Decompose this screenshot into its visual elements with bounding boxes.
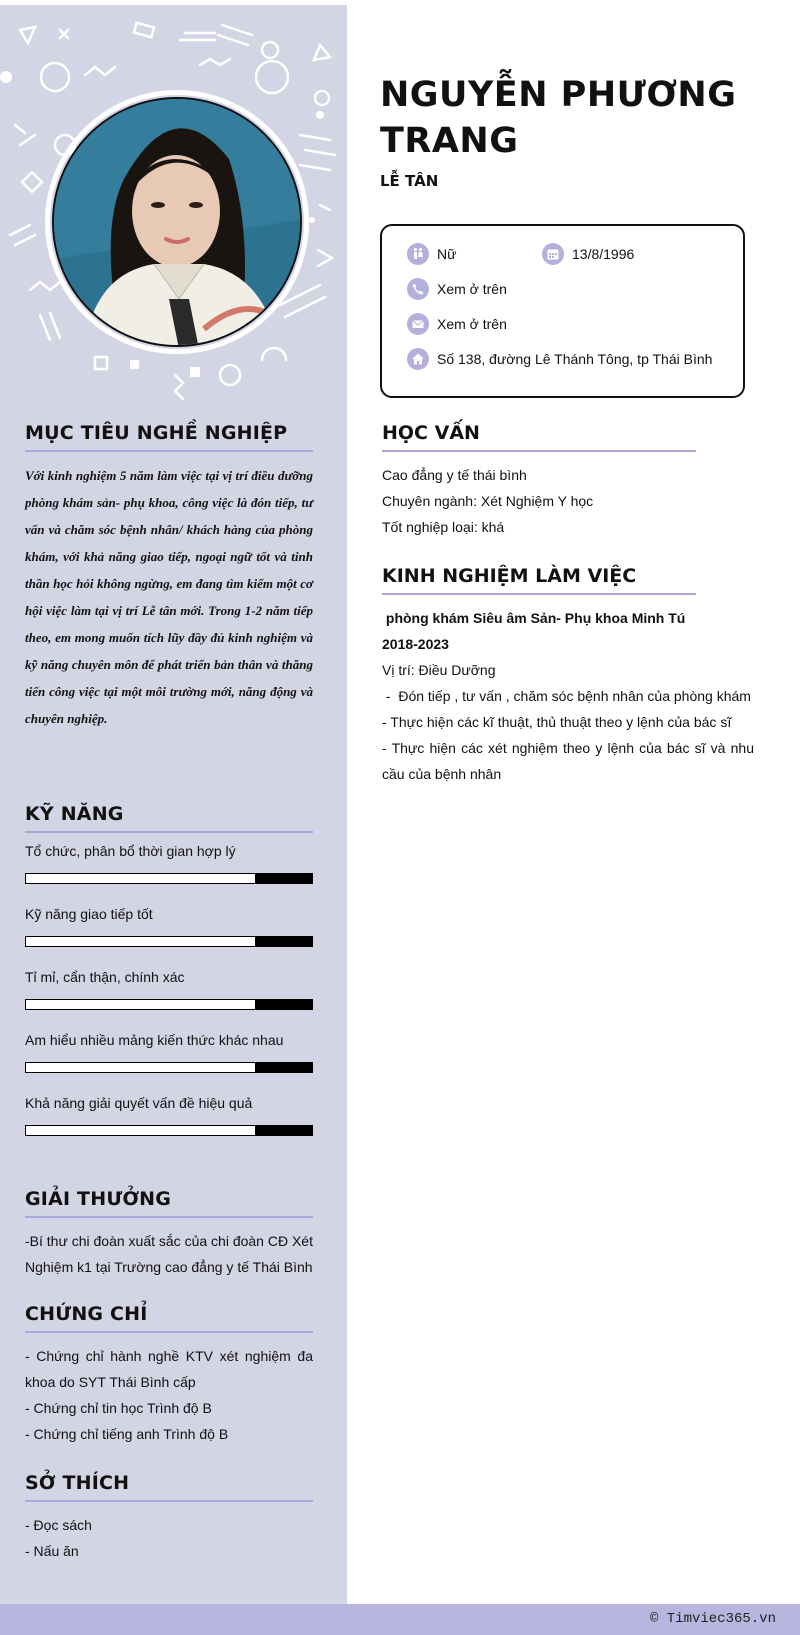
- email-icon: [407, 313, 429, 335]
- awards-title: GIẢI THƯỞNG: [25, 1188, 313, 1218]
- hobby-item: - Nấu ăn: [25, 1543, 79, 1559]
- certificate-item: - Chứng chỉ tin học Trình độ B: [25, 1400, 212, 1416]
- skill-level-fill: [255, 937, 312, 946]
- skill-item: [25, 843, 313, 884]
- candidate-name: NGUYỄN PHƯƠNG TRANG: [380, 75, 737, 161]
- address-row: [407, 348, 712, 370]
- skill-item: [25, 1095, 313, 1136]
- certificates-title: CHỨNG CHỈ: [25, 1303, 313, 1333]
- skill-level-bar: [25, 999, 313, 1010]
- skill-label: Kỹ năng giao tiếp tốt: [25, 906, 153, 922]
- experience-duty: - Đón tiếp , tư vấn , chăm sóc bệnh nhân của phòng khám: [382, 688, 751, 704]
- skills-section: [25, 803, 313, 1158]
- phone-value: Xem ở trên: [437, 281, 507, 297]
- experience-duty: - Thực hiện các xét nghiệm theo y lệnh của bác sĩ và nhu cầu của bệnh nhân: [382, 740, 754, 782]
- gender-row: [407, 243, 456, 265]
- skill-label: Am hiểu nhiều mảng kiến thức khác nhau: [25, 1032, 284, 1048]
- objective-text: Với kinh nghiệm 5 năm làm việc tại vị trí điều dưỡng phòng khám sản- phụ khoa, công việc là đón tiếp, tư vấn và chăm sóc bệnh nhân/ khách hàng của phòng khám, với khả năng giao tiếp, ngoại ngữ tốt và tinh thần học hỏi không ngừng, em đang tìm kiếm một cơ hội việc làm tại vị trí Lễ tân mới. Trong 1-2 năm tiếp theo, em mong muốn tích lũy đầy đủ kinh nghiệm và kỹ năng chuyên môn để phát triển bản thân và thăng tiến công việc tại một môi trường mới, năng động và chuyên nghiệp.: [25, 468, 313, 726]
- skills-title: KỸ NĂNG: [25, 803, 313, 833]
- address-value: Số 138, đường Lê Thánh Tông, tp Thái Bình: [437, 351, 713, 367]
- objective-section: [25, 422, 313, 732]
- certificate-item: - Chứng chỉ tiếng anh Trình độ B: [25, 1426, 229, 1442]
- experience-title: KINH NGHIỆM LÀM VIỆC: [382, 565, 696, 595]
- certificates-section: [25, 1303, 313, 1447]
- footer-watermark: © Timviec365.vn: [649, 1611, 776, 1627]
- gender-value: Nữ: [437, 246, 457, 262]
- birthday-value: 13/8/1996: [572, 246, 635, 262]
- footer-bar: [0, 1604, 800, 1635]
- certificate-item: - Chứng chỉ hành nghề KTV xét nghiệm đa khoa do SYT Thái Bình cấp: [25, 1348, 313, 1390]
- email-row: [407, 313, 507, 335]
- skill-level-bar: [25, 1062, 313, 1073]
- awards-section: [25, 1188, 313, 1280]
- skill-level-fill: [255, 1063, 312, 1072]
- birthday-row: [542, 243, 634, 265]
- awards-text: -Bí thư chi đoàn xuất sắc của chi đoàn CĐ Xét Nghiệm k1 tại Trường cao đẳng y tế Thái Bình: [25, 1233, 313, 1275]
- hobbies-title: SỞ THÍCH: [25, 1472, 313, 1502]
- experience-duty: - Thực hiện các kĩ thuật, thủ thuật theo y lệnh của bác sĩ: [382, 714, 732, 730]
- education-line: Cao đẳng y tế thái bình: [382, 467, 527, 483]
- hobbies-section: [25, 1472, 313, 1564]
- skill-label: Tỉ mỉ, cẩn thận, chính xác: [25, 969, 185, 985]
- experience-period: 2018-2023: [382, 636, 449, 652]
- skill-level-bar: [25, 1125, 313, 1136]
- skill-level-bar: [25, 936, 313, 947]
- experience-section: [382, 565, 754, 787]
- calendar-icon: [542, 243, 564, 265]
- education-line: Chuyên ngành: Xét Nghiệm Y học: [382, 493, 594, 509]
- skill-item: [25, 1032, 313, 1073]
- portrait-photo: [54, 99, 302, 347]
- skill-label: Tổ chức, phân bổ thời gian hợp lý: [25, 843, 236, 859]
- skill-label: Khả năng giải quyết vấn đề hiệu quả: [25, 1095, 253, 1111]
- skill-level-fill: [255, 1000, 312, 1009]
- phone-icon: [407, 278, 429, 300]
- skill-level-fill: [255, 1126, 312, 1135]
- candidate-role: LỄ TÂN: [380, 172, 439, 190]
- experience-company: phòng khám Siêu âm Sản- Phụ khoa Minh Tú: [382, 610, 686, 626]
- experience-position: Vị trí: Điều Dưỡng: [382, 662, 496, 678]
- home-icon: [407, 348, 429, 370]
- education-section: [382, 422, 754, 540]
- education-title: HỌC VẤN: [382, 422, 696, 452]
- skill-item: [25, 906, 313, 947]
- gender-icon: [407, 243, 429, 265]
- hobby-item: - Đọc sách: [25, 1517, 92, 1533]
- avatar: [52, 97, 302, 347]
- skill-level-fill: [255, 874, 312, 883]
- education-line: Tốt nghiệp loại: khá: [382, 519, 505, 535]
- objective-title: MỤC TIÊU NGHỀ NGHIỆP: [25, 422, 313, 452]
- phone-row: [407, 278, 507, 300]
- contact-box: [380, 224, 745, 398]
- skill-level-bar: [25, 873, 313, 884]
- skills-list: [25, 843, 313, 1136]
- skill-item: [25, 969, 313, 1010]
- email-value: Xem ở trên: [437, 316, 507, 332]
